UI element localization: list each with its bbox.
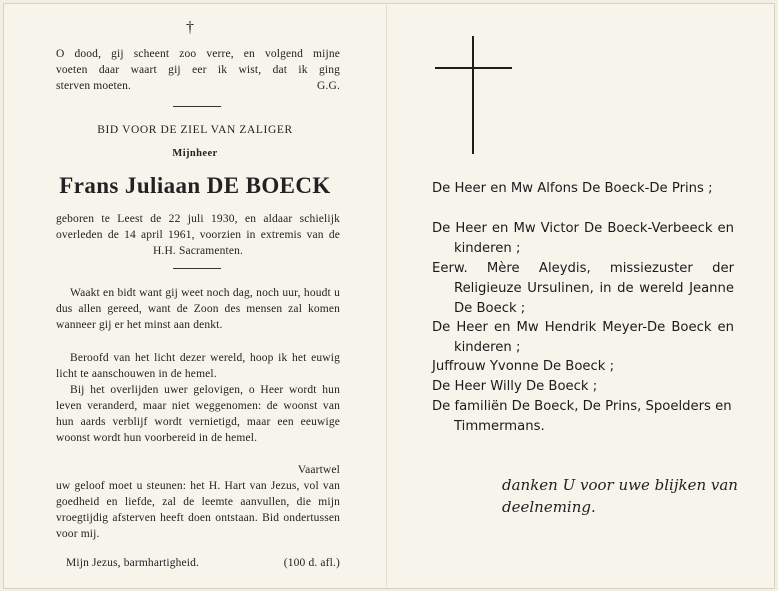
- deceased-name: Frans Juliaan DE BOECK: [59, 173, 331, 198]
- footer-indulgence: (100 d. afl.): [283, 557, 340, 569]
- divider-middle: [173, 268, 221, 269]
- paragraph-1: Waakt en bidt want gij weet noch dag, noch uur, houdt u dus allen gereed, want de Zoon des mensen zal komen wanneer gij er het minst aan denkt.: [56, 287, 340, 331]
- mourner-2: De Heer en Mw Victor De Boeck-Verbeeck en kinderen ;: [432, 221, 734, 256]
- mourner-3: Eerw. Mère Aleydis, missiezuster der Religieuze Ursulinen, in de wereld Jeanne De Boeck ;: [432, 261, 734, 316]
- footer-prayer: Mijn Jezus, barmhartigheid.: [66, 557, 200, 569]
- mourner-1: De Heer en Mw Alfons De Boeck-De Prins ;: [432, 181, 713, 196]
- mourner-7: De familiën De Boeck, De Prins, Spoelders en Timmermans.: [432, 399, 732, 434]
- small-cross-icon: †: [186, 19, 194, 36]
- poem-last-row: [56, 78, 340, 94]
- mourner-5: Juffrouw Yvonne De Boeck ;: [432, 359, 615, 374]
- poem: [56, 46, 340, 94]
- honorific: Mijnheer: [172, 148, 218, 159]
- thanks-text: danken U voor uwe blijken van deelneming.: [502, 476, 738, 516]
- closing-paragraph: uw geloof moet u steunen: het H. Hart van Jezus, vol van goedheid en liefde, zal de leemte aanvullen, die mijn vroegtijdig afsterven heeft doen ontstaan. Bid ondertussen voor mij.: [56, 480, 340, 540]
- farewell: Vaartwel: [297, 464, 340, 476]
- paragraph-2: Beroofd van het licht dezer wereld, hoop ik het euwig licht te aanschouwen in de hemel.: [56, 352, 340, 380]
- poem-line-1: O dood, gij scheent zoo verre, en volgend mijne: [56, 48, 340, 60]
- prayer-heading: BID VOOR DE ZIEL VAN ZALIGER: [97, 124, 293, 136]
- large-cross-vertical: [472, 36, 474, 154]
- mourner-6: De Heer Willy De Boeck ;: [432, 379, 598, 394]
- poem-initials: G.G.: [317, 80, 340, 92]
- paragraph-3: Bij het overlijden uwer gelovigen, o Heer wordt hun leven veranderd, maar niet weggenomen: de woonst van hun aards verblijf wordt vernietigd, maar een eeuwige woonst wordt hun voorbereid in de hemel.: [56, 384, 340, 444]
- large-cross-horizontal: [435, 67, 512, 69]
- birth-text: geboren te Leest de 22 juli 1930, en aldaar schielijk overleden de 14 april 1961, voorzien in extremis van de H.H. Sacramenten.: [56, 213, 340, 257]
- mourner-4: De Heer en Mw Hendrik Meyer-De Boeck en kinderen ;: [432, 320, 734, 355]
- card-fold: [386, 3, 387, 587]
- divider-top: [173, 106, 221, 107]
- poem-line-2: voeten daar waart gij eer ik wist, dat ik ging: [56, 64, 340, 76]
- poem-line-3: sterven moeten.: [56, 80, 132, 92]
